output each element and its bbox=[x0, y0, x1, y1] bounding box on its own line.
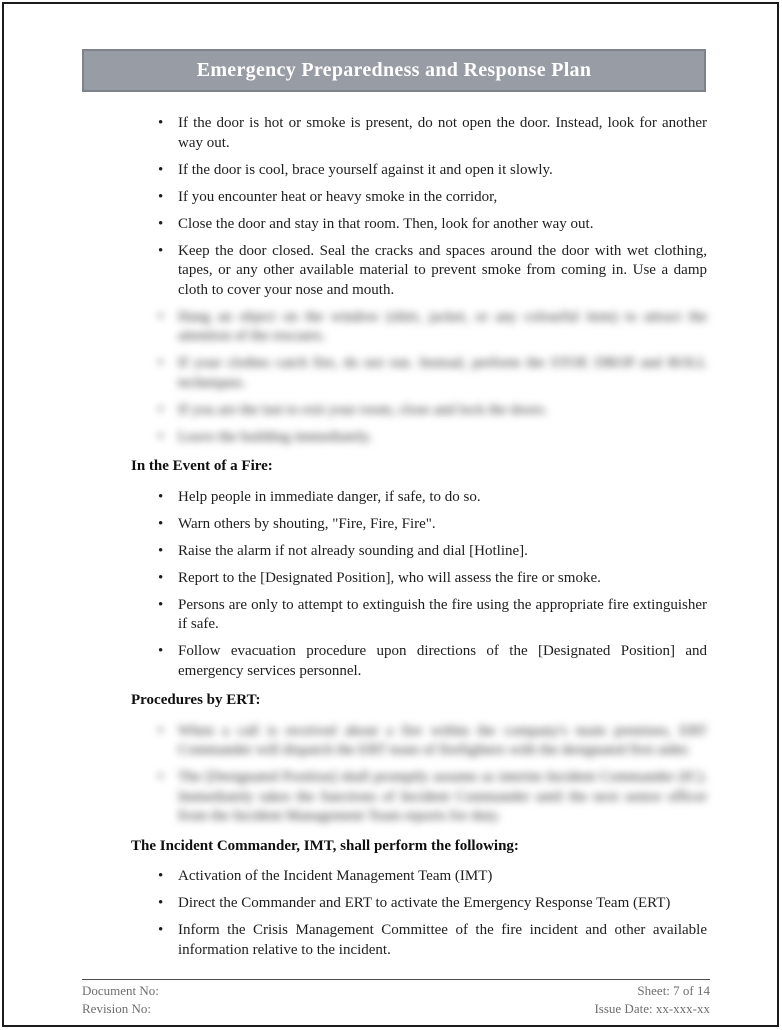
list-item: • Inform the Crisis Management Committee of the fire incident and other available information relative to the incident. bbox=[131, 921, 707, 960]
list-item: • Direct the Commander and ERT to activate the Emergency Response Team (ERT) bbox=[131, 894, 707, 914]
list-item: • Persons are only to attempt to extinguish the fire using the appropriate fire extinguisher if safe. bbox=[131, 596, 707, 635]
list-item: • Close the door and stay in that room. Then, look for another way out. bbox=[131, 215, 707, 235]
list-item: • Keep the door closed. Seal the cracks and spaces around the door with wet clothing, tapes, or any other available material to prevent smoke from coming in. Use a damp cloth to cover your nose and mouth. bbox=[131, 242, 707, 301]
list-item-blurred: • Hang an object on the window (shirt, jacket, or any colourful item) to attract the attention of the rescuers. bbox=[131, 308, 707, 347]
list-item-blurred: • If you are the last to exit your room, close and lock the doors. bbox=[131, 401, 707, 421]
section-heading-ert-procedures: Procedures by ERT: bbox=[131, 692, 261, 708]
footer-issue-date: Issue Date: xx-xxx-xx bbox=[594, 1000, 710, 1016]
list-item-blurred: • The [Designated Position] shall promptly assume as interim Incident Commander (IC). Immediately takes the functions of Incident Commander until the next senior officer from the Incident Management Team reports for duty. bbox=[131, 768, 707, 827]
list-item-blurred: • Leave the building immediately. bbox=[131, 428, 707, 448]
document-body bbox=[131, 114, 707, 968]
list-item: • Warn others by shouting, "Fire, Fire, Fire". bbox=[131, 515, 707, 535]
list-item: • Help people in immediate danger, if safe, to do so. bbox=[131, 488, 707, 508]
footer-revision-no-label: Revision No: bbox=[82, 1000, 151, 1016]
footer-rows bbox=[82, 980, 710, 1017]
section-heading-incident-commander: The Incident Commander, IMT, shall perform the following: bbox=[131, 837, 519, 854]
list-item: • Raise the alarm if not already sounding and dial [Hotline]. bbox=[131, 542, 707, 562]
title-banner bbox=[82, 49, 706, 92]
list-item: • Report to the [Designated Position], who will assess the fire or smoke. bbox=[131, 569, 707, 589]
bullet-list-fire-event bbox=[131, 488, 707, 689]
list-item: • Activation of the Incident Management Team (IMT) bbox=[131, 867, 707, 887]
list-item: • If you encounter heat or heavy smoke in the corridor, bbox=[131, 188, 707, 208]
bullet-list-intro bbox=[131, 114, 707, 455]
footer-left-column bbox=[82, 982, 159, 1017]
footer-sheet-number: Sheet: 7 of 14 bbox=[637, 983, 710, 998]
list-item-blurred: • If your clothes catch fire, do not run. Instead, perform the STOP, DROP and ROLL techniques. bbox=[131, 354, 707, 393]
bullet-list-ert-procedures bbox=[131, 722, 707, 835]
footer-document-no-label: Document No: bbox=[82, 983, 159, 998]
list-item: • Follow evacuation procedure upon directions of the [Designated Position] and emergency services personnel. bbox=[131, 642, 707, 681]
list-item-blurred: • When a call is received about a fire within the company's main premises, ERT Commander will dispatch the ERT team of firefighters with the designated first aider. bbox=[131, 722, 707, 761]
list-item: • If the door is hot or smoke is present, do not open the door. Instead, look for another way out. bbox=[131, 114, 707, 153]
document-title: Emergency Preparedness and Response Plan bbox=[196, 59, 592, 81]
bullet-list-incident-commander bbox=[131, 867, 707, 968]
page-footer bbox=[82, 979, 710, 1017]
footer-right-column bbox=[594, 982, 710, 1017]
section-heading-fire-event: In the Event of a Fire: bbox=[131, 458, 273, 474]
list-item: • If the door is cool, brace yourself against it and open it slowly. bbox=[131, 161, 707, 181]
